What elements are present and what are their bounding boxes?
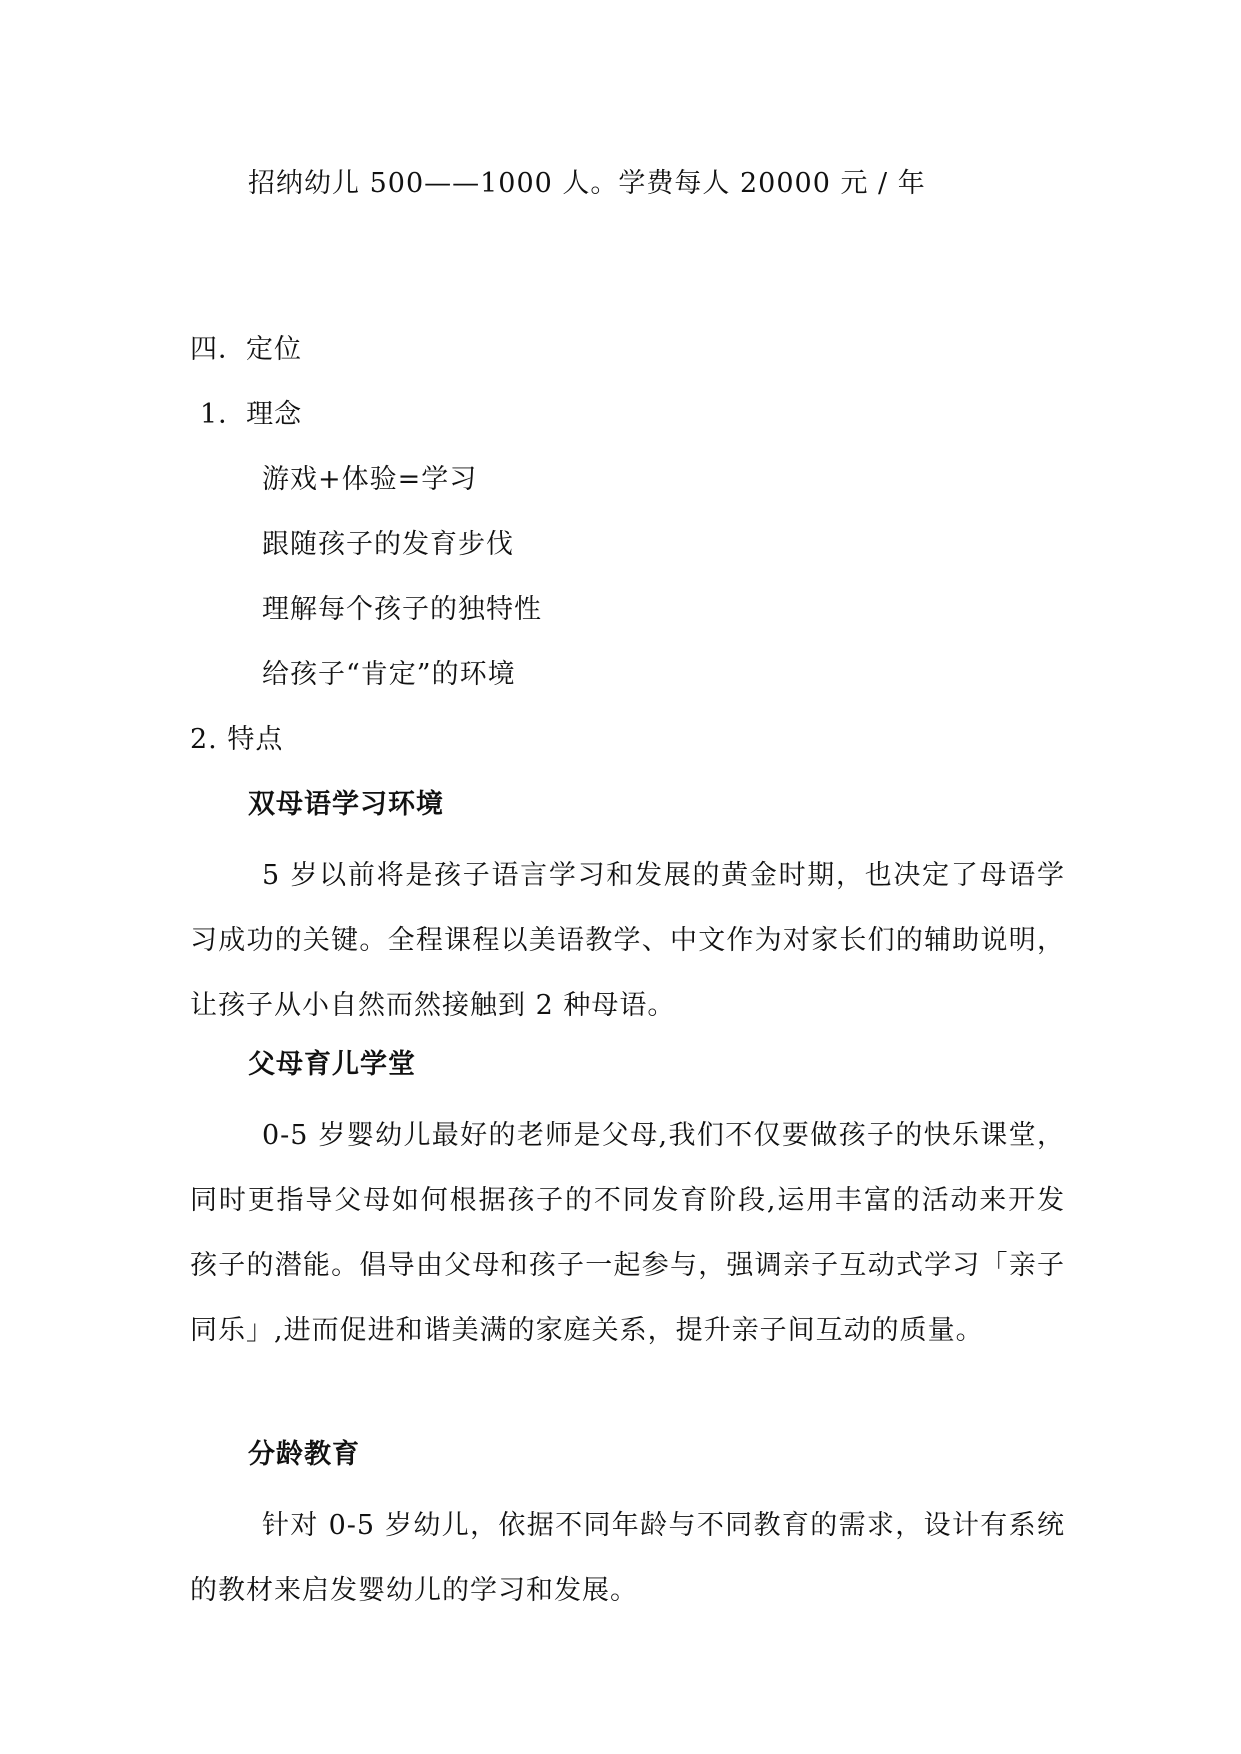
parenting-paragraph: 0-5 岁婴幼儿最好的老师是父母,我们不仅要做孩子的快乐课堂，同时更指导父母如何根据孩子的不同发育阶段,运用丰富的活动来开发孩子的潜能。倡导由父母和孩子一起参与，强调亲子互动式学习「亲子同乐」,进而促进和谐美满的家庭关系，提升亲子间互动的质量。 xyxy=(190,1120,1065,1346)
concept-item-4: 给孩子“肯定”的环境 xyxy=(262,659,516,690)
parenting-title: 父母育儿学堂 xyxy=(248,1049,416,1080)
concept-item-3: 理解每个孩子的独特性 xyxy=(262,594,542,625)
concept-item-1: 游戏+体验=学习 xyxy=(262,464,478,495)
concept-item-2: 跟随孩子的发育步伐 xyxy=(262,529,514,560)
section-four-heading: 四．定位 xyxy=(190,334,302,365)
age-based-title: 分龄教育 xyxy=(248,1439,360,1470)
concept-heading: 1．理念 xyxy=(200,399,303,430)
age-based-paragraph: 针对 0-5 岁幼儿，依据不同年龄与不同教育的需求，设计有系统的教材来启发婴幼儿的学习和发展。 xyxy=(190,1510,1065,1606)
enrollment-line: 招纳幼儿 500——1000 人。学费每人 20000 元 / 年 xyxy=(248,168,926,199)
bilingual-paragraph: 5 岁以前将是孩子语言学习和发展的黄金时期，也决定了母语学习成功的关键。全程课程以美语教学、中文作为对家长们的辅助说明，让孩子从小自然而然接触到 2 种母语。 xyxy=(190,860,1065,1021)
features-heading: 2. 特点 xyxy=(190,724,284,755)
bilingual-title: 双母语学习环境 xyxy=(248,789,444,820)
